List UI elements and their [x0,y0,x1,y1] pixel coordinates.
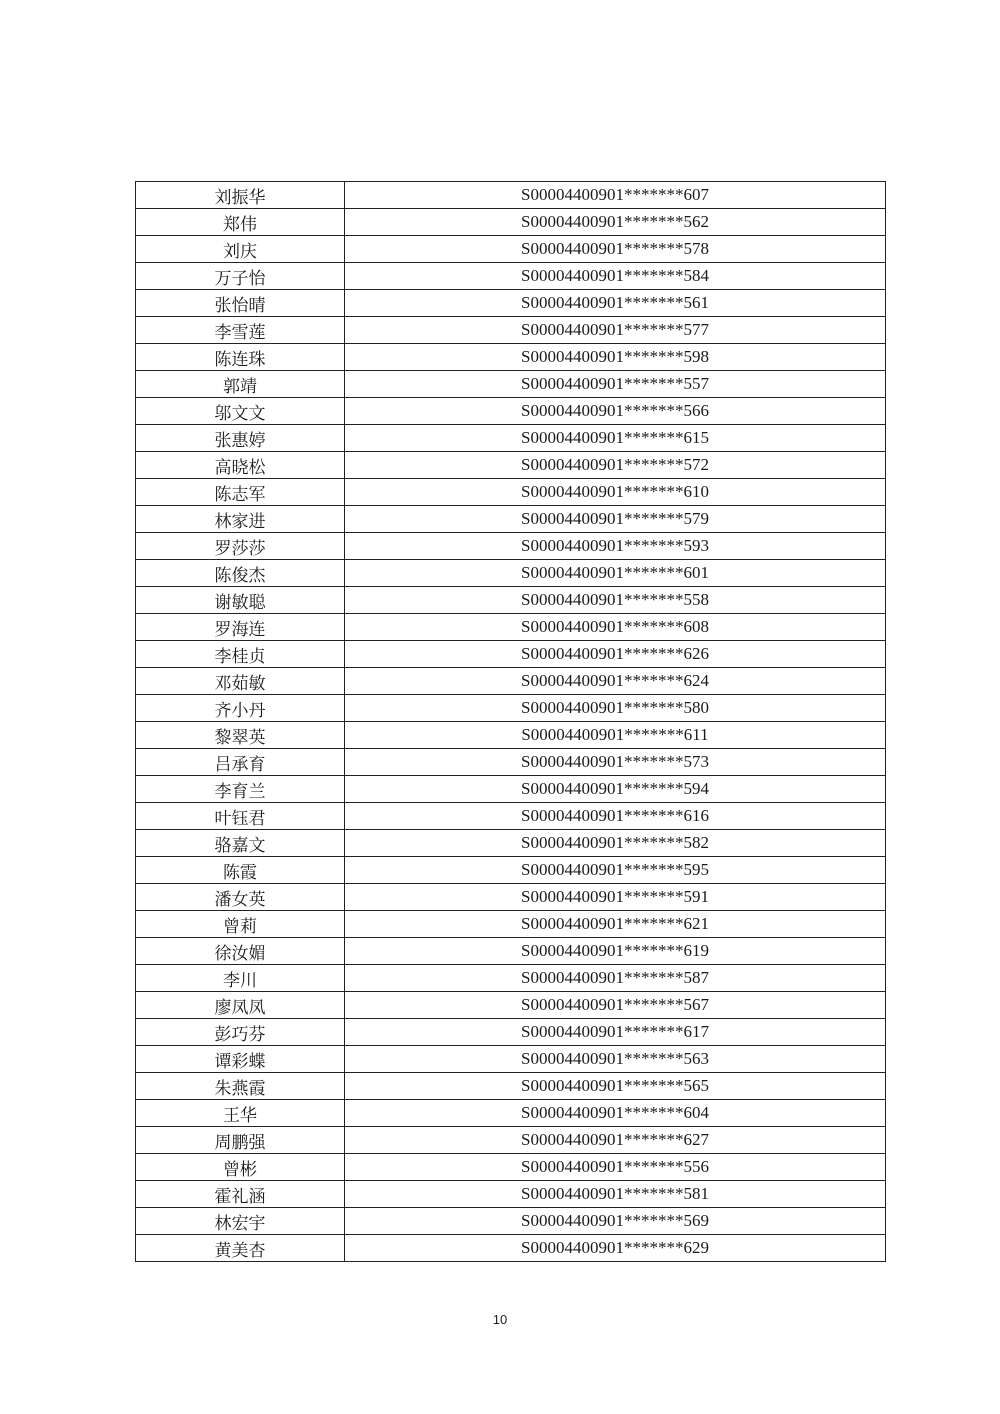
id-cell: S00004400901*******558 [345,587,886,614]
table-row [136,722,886,749]
table-row [136,371,886,398]
name-cell: 徐汝媚 [136,938,345,965]
table-row [136,1073,886,1100]
table-row [136,1235,886,1262]
id-cell: S00004400901*******580 [345,695,886,722]
table-row [136,641,886,668]
id-cell: S00004400901*******569 [345,1208,886,1235]
id-cell: S00004400901*******627 [345,1127,886,1154]
name-cell: 李川 [136,965,345,992]
table-row [136,236,886,263]
name-cell: 谭彩蝶 [136,1046,345,1073]
id-cell: S00004400901*******573 [345,749,886,776]
name-cell: 林家进 [136,506,345,533]
name-cell: 李雪莲 [136,317,345,344]
id-cell: S00004400901*******578 [345,236,886,263]
name-cell: 霍礼涵 [136,1181,345,1208]
table-row [136,1019,886,1046]
id-cell: S00004400901*******587 [345,965,886,992]
id-cell: S00004400901*******591 [345,884,886,911]
id-cell: S00004400901*******565 [345,1073,886,1100]
name-cell: 曾彬 [136,1154,345,1181]
id-cell: S00004400901*******629 [345,1235,886,1262]
id-cell: S00004400901*******621 [345,911,886,938]
id-cell: S00004400901*******572 [345,452,886,479]
name-cell: 刘振华 [136,182,345,209]
table-row [136,1127,886,1154]
table-row [136,587,886,614]
id-cell: S00004400901*******601 [345,560,886,587]
id-cell: S00004400901*******619 [345,938,886,965]
table-row [136,803,886,830]
name-cell: 黄美杏 [136,1235,345,1262]
name-cell: 周鹏强 [136,1127,345,1154]
name-cell: 陈志军 [136,479,345,506]
id-cell: S00004400901*******615 [345,425,886,452]
table-row [136,209,886,236]
id-cell: S00004400901*******617 [345,1019,886,1046]
id-cell: S00004400901*******561 [345,290,886,317]
table-row [136,857,886,884]
name-cell: 万子怡 [136,263,345,290]
table-row [136,533,886,560]
id-cell: S00004400901*******604 [345,1100,886,1127]
table-row [136,425,886,452]
name-cell: 彭巧芬 [136,1019,345,1046]
table-row [136,479,886,506]
name-cell: 罗海连 [136,614,345,641]
id-cell: S00004400901*******594 [345,776,886,803]
name-cell: 罗莎莎 [136,533,345,560]
table-row [136,398,886,425]
name-cell: 朱燕霞 [136,1073,345,1100]
id-cell: S00004400901*******610 [345,479,886,506]
name-cell: 黎翠英 [136,722,345,749]
id-cell: S00004400901*******607 [345,182,886,209]
name-cell: 刘庆 [136,236,345,263]
name-cell: 齐小丹 [136,695,345,722]
name-cell: 李育兰 [136,776,345,803]
name-cell: 吕承育 [136,749,345,776]
page-number: 10 [492,1312,508,1327]
name-cell: 林宏宇 [136,1208,345,1235]
table-row [136,749,886,776]
table-row [136,695,886,722]
name-cell: 郑伟 [136,209,345,236]
table-row [136,263,886,290]
name-cell: 邬文文 [136,398,345,425]
table-row [136,668,886,695]
table-row [136,182,886,209]
id-cell: S00004400901*******626 [345,641,886,668]
roster-table-body [136,182,886,1262]
name-cell: 郭靖 [136,371,345,398]
name-cell: 陈连珠 [136,344,345,371]
name-cell: 曾莉 [136,911,345,938]
name-cell: 潘女英 [136,884,345,911]
id-cell: S00004400901*******566 [345,398,886,425]
table-row [136,344,886,371]
table-row [136,560,886,587]
id-cell: S00004400901*******598 [345,344,886,371]
name-cell: 骆嘉文 [136,830,345,857]
name-cell: 陈俊杰 [136,560,345,587]
table-row [136,506,886,533]
name-cell: 张怡晴 [136,290,345,317]
id-cell: S00004400901*******593 [345,533,886,560]
table-row [136,992,886,1019]
id-cell: S00004400901*******556 [345,1154,886,1181]
id-cell: S00004400901*******557 [345,371,886,398]
name-cell: 谢敏聪 [136,587,345,614]
table-row [136,776,886,803]
table-row [136,614,886,641]
table-row [136,938,886,965]
id-cell: S00004400901*******581 [345,1181,886,1208]
id-cell: S00004400901*******624 [345,668,886,695]
name-cell: 李桂贞 [136,641,345,668]
id-cell: S00004400901*******582 [345,830,886,857]
id-cell: S00004400901*******616 [345,803,886,830]
name-cell: 邓茹敏 [136,668,345,695]
table-row [136,1208,886,1235]
id-cell: S00004400901*******608 [345,614,886,641]
table-row [136,1181,886,1208]
table-row [136,1046,886,1073]
table-row [136,1154,886,1181]
name-cell: 张惠婷 [136,425,345,452]
table-row [136,452,886,479]
name-cell: 高晓松 [136,452,345,479]
id-cell: S00004400901*******577 [345,317,886,344]
table-row [136,884,886,911]
id-cell: S00004400901*******579 [345,506,886,533]
name-cell: 王华 [136,1100,345,1127]
id-cell: S00004400901*******611 [345,722,886,749]
id-cell: S00004400901*******567 [345,992,886,1019]
id-cell: S00004400901*******562 [345,209,886,236]
table-row [136,1100,886,1127]
table-row [136,290,886,317]
name-cell: 叶钰君 [136,803,345,830]
id-cell: S00004400901*******563 [345,1046,886,1073]
id-cell: S00004400901*******584 [345,263,886,290]
name-cell: 陈霞 [136,857,345,884]
roster-table [135,181,886,1262]
table-row [136,317,886,344]
name-cell: 廖凤凤 [136,992,345,1019]
id-cell: S00004400901*******595 [345,857,886,884]
table-row [136,830,886,857]
table-row [136,965,886,992]
table-row [136,911,886,938]
